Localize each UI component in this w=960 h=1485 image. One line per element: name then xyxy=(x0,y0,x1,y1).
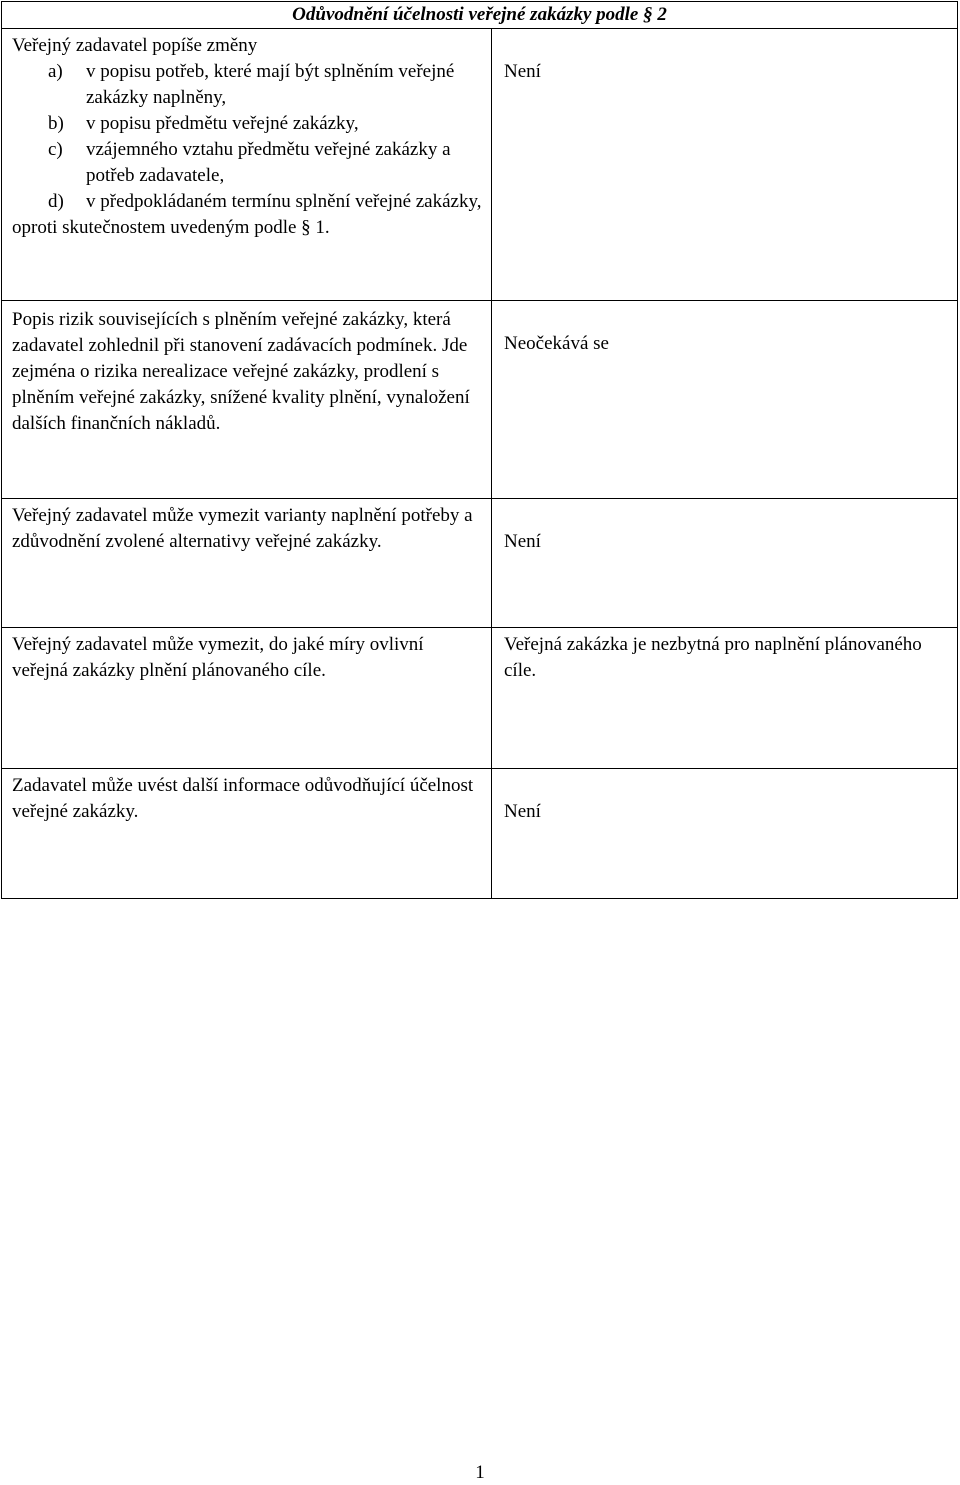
response-cell xyxy=(492,628,958,769)
table-title-row xyxy=(2,2,958,29)
response-cell xyxy=(492,301,958,499)
requirement-cell xyxy=(2,29,492,301)
table-row xyxy=(2,301,958,499)
changes-outro: oproti skutečnostem uvedeným podle § 1. xyxy=(12,217,330,238)
list-item-text: v popisu předmětu veřejné zakázky, xyxy=(86,113,359,134)
response-text: Není xyxy=(504,61,541,82)
response-text: Neočekává se xyxy=(504,333,609,354)
list-item xyxy=(12,59,483,111)
list-item-text: v popisu potřeb, které mají být splněním veřejné zakázky naplněny, xyxy=(86,61,455,108)
requirement-text: Veřejný zadavatel může vymezit varianty naplnění potřeby a zdůvodnění zvolené alternativy veřejné zakázky. xyxy=(12,505,473,552)
list-item-text: v předpokládaném termínu splnění veřejné zakázky, xyxy=(86,191,482,212)
table-row xyxy=(2,29,958,301)
list-item xyxy=(12,137,483,189)
requirement-text: Zadavatel může uvést další informace odůvodňující účelnost veřejné zakázky. xyxy=(12,775,474,822)
requirement-cell xyxy=(2,301,492,499)
list-item-text: vzájemného vztahu předmětu veřejné zakázky a potřeb zadavatele, xyxy=(86,139,451,186)
changes-intro: Veřejný zadavatel popíše změny xyxy=(12,35,258,56)
list-marker: d) xyxy=(48,191,64,212)
table-row xyxy=(2,499,958,628)
list-item xyxy=(12,111,483,137)
response-cell xyxy=(492,29,958,301)
requirement-text: Veřejný zadavatel může vymezit, do jaké míry ovlivní veřejná zakázky plnění plánovaného cíle. xyxy=(12,634,424,681)
list-item xyxy=(12,189,483,215)
response-text: Veřejná zakázka je nezbytná pro naplnění plánovaného cíle. xyxy=(504,634,922,681)
table-row xyxy=(2,628,958,769)
page-number: 1 xyxy=(475,1462,485,1483)
justification-table xyxy=(1,1,958,899)
requirement-text: Popis rizik souvisejících s plněním veřejné zakázky, která zadavatel zohlednil při stanovení zadávacích podmínek. Jde zejména o rizika nerealizace veřejné zakázky, prodlení s plněním veřejné zakázky, snížené kvality plnění, vynaložení dalších finančních nákladů. xyxy=(12,309,470,434)
response-text: Není xyxy=(504,801,541,822)
requirement-cell xyxy=(2,499,492,628)
table-row xyxy=(2,769,958,899)
list-marker: b) xyxy=(48,113,64,134)
list-marker: a) xyxy=(48,61,63,82)
response-cell xyxy=(492,499,958,628)
changes-list xyxy=(12,59,483,215)
list-marker: c) xyxy=(48,139,63,160)
requirement-cell xyxy=(2,769,492,899)
table-title: Odůvodnění účelnosti veřejné zakázky podle § 2 xyxy=(292,4,667,25)
table-title-cell xyxy=(2,2,958,29)
response-cell xyxy=(492,769,958,899)
requirement-cell xyxy=(2,628,492,769)
response-text: Není xyxy=(504,531,541,552)
